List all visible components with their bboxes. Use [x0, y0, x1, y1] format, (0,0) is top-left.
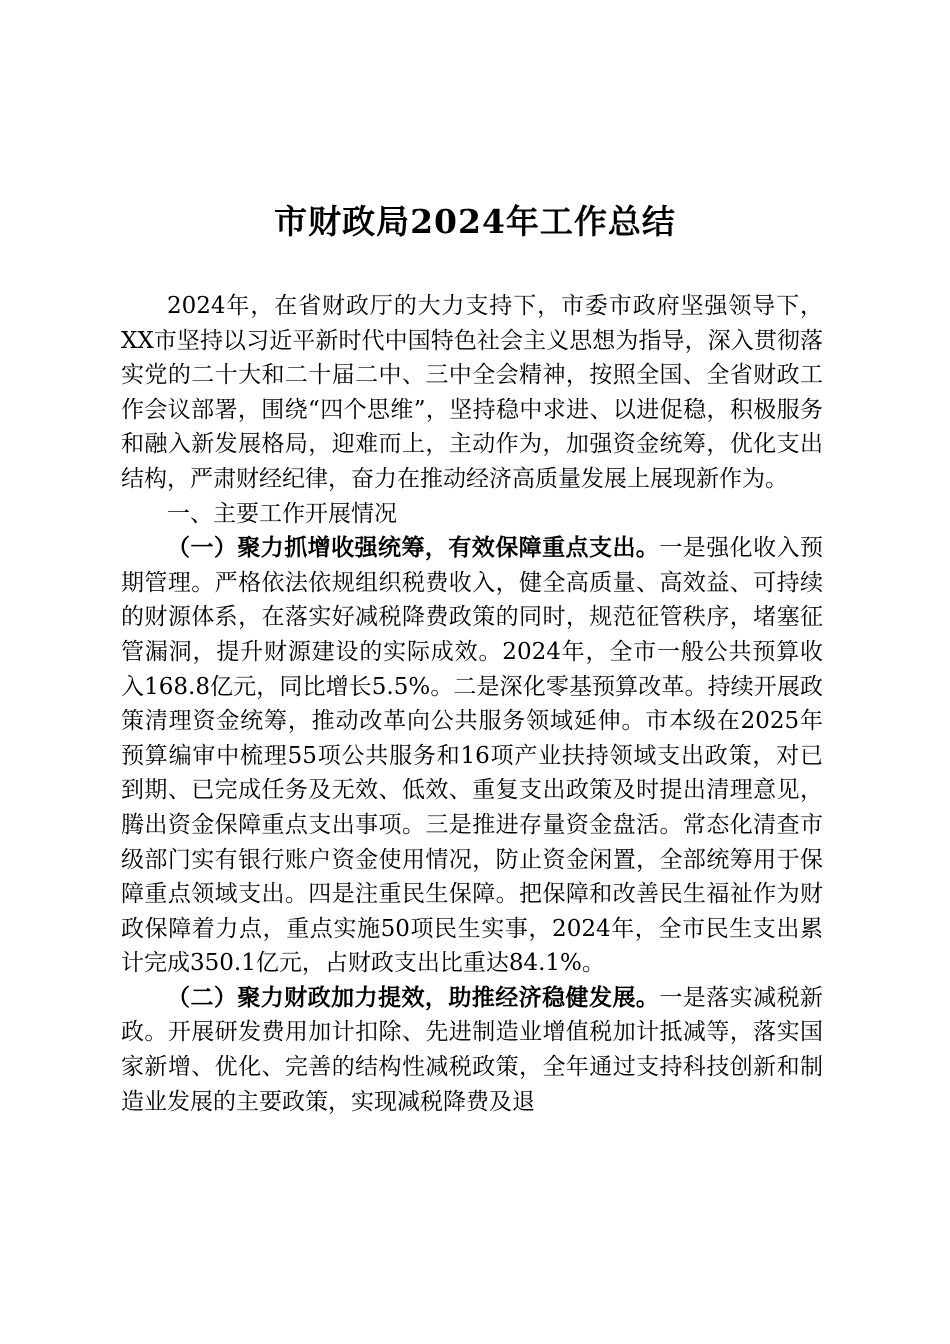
document-body	[121, 289, 823, 1119]
part1-body: 一是强化收入预期管理。严格依法依规组织税费收入，健全高质量、高效益、可持续的财源体系，在落实好减税降费政策的同时，规范征管秩序，堵塞征管漏洞，提升财源建设的实际成效。2024年，全市一般公共预算收入168.8亿元，同比增长5.5%。二是深化零基预算改革。持续开展政策清理资金统筹，推动改革向公共服务领域延伸。市本级在2025年预算编审中梳理55项公共服务和16项产业扶持领域支出政策，对已到期、已完成任务及无效、低效、重复支出政策及时提出清理意见，腾出资金保障重点支出事项。三是推进存量资金盘活。常态化清查市级部门实有银行账户资金使用情况，防止资金闲置，全部统筹用于保障重点领域支出。四是注重民生保障。把保障和改善民生福祉作为财政保障着力点，重点实施50项民生实事，2024年，全市民生支出累计完成350.1亿元，占财政支出比重达84.1%。	[121, 535, 824, 977]
part1-lead: （一）聚力抓增收强统筹，有效保障重点支出。	[167, 534, 660, 562]
intro-paragraph: 2024年，在省财政厅的大力支持下，市委市政府坚强领导下，XX市坚持以习近平新时代中国特色社会主义思想为指导，深入贯彻落实党的二十大和二十届二中、三中全会精神，按照全国、全省财政工作会议部署，围绕“四个思维”，坚持稳中求进、以进促稳，积极服务和融入新发展格局，迎难而上，主动作为，加强资金统筹，优化支出结构，严肃财经纪律，奋力在推动经济高质量发展上展现新作为。	[121, 293, 823, 492]
part1-paragraph	[121, 531, 823, 981]
part2-lead: （二）聚力财政加力提效，助推经济稳健发展。	[167, 983, 660, 1011]
section-heading: 一、主要工作开展情况	[167, 500, 397, 527]
part2-body: 一是落实减税新政。开展研发费用加计扣除、先进制造业增值税加计抵减等，落实国家新增、优化、完善的结构性减税政策，全年通过支持科技创新和制造业发展的主要政策，实现减税降费及退	[121, 984, 824, 1115]
document-title: 市财政局2024年工作总结	[274, 202, 676, 241]
part2-paragraph	[121, 981, 823, 1119]
